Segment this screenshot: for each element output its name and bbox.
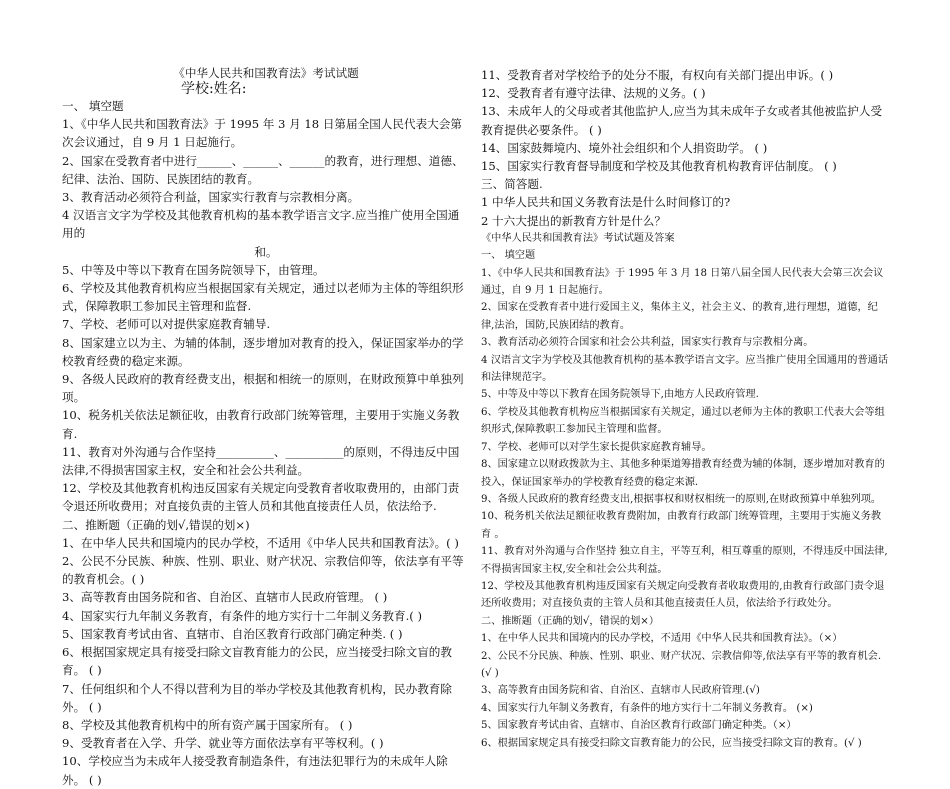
judgement-15: 15、国家实行教育督导制度和学校及其他教育机构教育评估制度。 ( ) (481, 159, 837, 174)
question-6: 6、学校及其他教育机构应当根据国家有关规定，通过以老师为主体的等组织形式，保障教职工参加民主管理和监督. (62, 281, 464, 314)
answer-7: 7、学校、老师可以对学生家长提供家庭教育辅导。 (481, 441, 712, 453)
answer-4: 4 汉语言文字为学校及其他教育机构的基本教学语言文字。应当推广使用全国通用的普通话 和法律规范字。 (481, 354, 889, 384)
judgement-5: 5、国家教育考试由省、直辖市、自治区教育行政部门确定种类. ( ) (62, 626, 403, 641)
answer-12: 12、学校及其他教育机构违反国家有关规定向受教育者收取费用的,由教育行政部门责令退还所收费用；对直接负责的主管人员和其他直接责任人员，依法给予行政处分。 (481, 580, 885, 610)
judgement-12: 12、受教育者有遵守法律、法规的义务。( ) (481, 86, 706, 101)
answer-section-fill-blank: 一、 填空题 (481, 250, 536, 262)
answer-key-title: 《中华人民共和国教育法》考试试题及答案 (481, 232, 675, 244)
question-7: 7、学校、老师可以对提供家庭教育辅导. (62, 317, 271, 332)
answer-judgement-5: 5、国家教育考试由省、直辖市、自治区教育行政部门确定种类。（×） (481, 720, 797, 732)
answer-judgement-6: 6、根据国家规定具有接受扫除文盲教育能力的公民，应当接受扫除文盲的教育。(√ ) (481, 737, 862, 749)
judgement-9: 9、受教育者在入学、升学、就业等方面依法享有平等权利。( ) (62, 736, 384, 751)
section-heading-short-answer: 三、简答题. (481, 177, 543, 192)
question-5: 5、中等及中等以下教育在国务院领导下，由管理。 (62, 262, 325, 277)
short-answer-2: 2 十六大提出的新教育方针是什么？ (481, 213, 666, 228)
question-8: 8、国家建立以为主、为辅的体制，逐步增加对教育的投入，保证国家举办的学校教育经费的稳定来源。 (62, 335, 464, 368)
judgement-8: 8、学校及其他教育机构中的所有资产属于国家所有。 ( ) (62, 717, 353, 732)
question-12: 12、学校及其他教育机构违反国家有关规定向受教育者收取费用的，由部门责令退还所收费用；对直接负责的主管人员和其他直接责任人员，依法给予. (62, 481, 460, 514)
answer-1: 1、《中华人民共和国教育法》于 1995 年 3 月 18 日第八届全国人民代表大会第三次会议通过，自 9 月 1 日起施行。 (481, 267, 884, 297)
exam-title: 《中华人民共和国教育法》考试试题 (173, 66, 359, 80)
answer-judgement-1: 1、在中华人民共和国境内的民办学校，不适用《中华人民共和国教育法》。（×） (481, 633, 843, 645)
answer-10: 10、税务机关依法足额征收教育费附加，由教育行政部门统筹管理，主要用于实施义务教育 。 (481, 511, 882, 540)
answer-11: 11、教育对外沟通与合作坚持 独立自主，平等互利，相互尊重的原则，不得违反中国法律,不得损害国家主权,安全和社会公共利益。 (481, 546, 888, 575)
answer-section-true-false: 二、推断题（正确的划√，错误的划×） (481, 615, 660, 627)
left-column (62, 66, 470, 789)
judgement-14: 14、国家鼓舞境内、境外社会组织和个人捐资助学。 ( ) (481, 140, 768, 155)
judgement-13: 13、未成年人的父母或者其他监护人,应当为其未成年子女或者其他被监护人受教育提供必要条件。 ( ) (481, 104, 883, 137)
section-heading-fill-blank: 一、 填空题 (62, 99, 124, 113)
judgement-2: 2、公民不分民族、种族、性别、职业、财产状况、宗教信仰等，依法享有平等的教育机会。( ) (62, 554, 464, 587)
question-3: 3、教育活动必须符合利益，国家实行教育与宗教相分离。 (62, 190, 360, 205)
section-heading-true-false: 二、推断题（正确的划√,错误的划×) (62, 517, 250, 532)
question-4-continued: 和。 (254, 244, 278, 259)
question-9: 9、各级人民政府的教育经费支出，根据和相统一的原则，在财政预算中单独列项。 (62, 372, 464, 405)
answer-judgement-4: 4、国家实行九年制义务教育，有条件的地方实行十二年制义务教育。 (×) (481, 702, 813, 714)
judgement-11: 11、受教育者对学校给予的处分不服，有权向有关部门提出申诉。( ) (481, 68, 834, 82)
right-column (481, 66, 891, 752)
judgement-10: 10、学校应当为未成年人接受教育制造条件，有违法犯罪行为的未成年人除外。 ( ) (62, 754, 448, 787)
school-name-line: 学校:姓名: (181, 81, 247, 97)
answer-2: 2、国家在受教育者中进行爱国主义，集体主义，社会主义、的教育,进行理想，道德，纪律,法治，国防,民族团结的教育。 (481, 302, 878, 331)
question-1: 1、《中华人民共和国教育法》于 1995 年 3 月 18 日第届全国人民代表大会第次会议通过，自 9 月 1 日起施行。 (62, 117, 462, 150)
answer-9: 9、各级人民政府的教育经费支出,根据事权和财权相统一的原则,在财政预算中单独列项。 (481, 493, 882, 505)
judgement-6: 6、根据国家规定具有接受扫除文盲教育能力的公民，应当接受扫除文盲的教育。 ( ) (62, 645, 452, 678)
answer-3: 3、教育活动必须符合国家和社会公共利益，国家实行教育与宗教相分离。 (481, 337, 814, 349)
answer-judgement-3: 3、高等教育由国务院和省、自治区、直辖市人民政府管理.(√) (481, 685, 760, 697)
answer-8: 8、国家建立以财政拨款为主、其他多种渠道筹措教育经费为辅的体制，逐步增加对教育的投入，保证国家举办的学校教育经费的稳定来源. (481, 459, 885, 488)
question-4: 4 汉语言文字为学校及其他教育机构的基本教学语言文字.应当推广使用全国通用的 (62, 208, 460, 241)
judgement-1: 1、在中华人民共和国境内的民办学校，不适用《中华人民共和国教育法》。( ) (62, 535, 459, 550)
judgement-3: 3、高等教育由国务院和省、自治区、直辖市人民政府管理。 ( ) (62, 590, 388, 605)
question-10: 10、税务机关依法足额征收，由教育行政部门统筹管理，主要用于实施义务教育. (62, 408, 460, 441)
answer-judgement-2: 2、公民不分民族、种族、性别、职业、财产状况、宗教信仰等,依法享有平等的教育机会.(√ ) (481, 650, 882, 679)
short-answer-1: 1 中华人民共和国义务教育法是什么时间修订的? (481, 195, 731, 210)
judgement-4: 4、国家实行九年制义务教育，有条件的地方实行十二年制义务教育.( ) (62, 608, 423, 623)
question-2: 2、国家在受教育者中进行______、______、______的教育，进行理想、道德、纪律、法治、国防、民族团结的教育。 (62, 153, 464, 186)
answer-6: 6、学校及其他教育机构应当根据国家有关规定，通过以老师为主体的教职工代表大会等组织形式,保障教职工参加民主管理和监督。 (481, 406, 885, 436)
question-11: 11、教育对外沟通与合作坚持__________、__________的原则，不得违反中国法律,不得损害国家主权，安全和社会公共利益。 (62, 444, 460, 478)
judgement-7: 7、任何组织和个人不得以营利为目的举办学校及其他教育机构，民办教育除外。 ( ) (62, 681, 452, 714)
answer-5: 5、中等及中等以下教育在国务院领导下,由地方人民政府管理. (481, 389, 759, 401)
